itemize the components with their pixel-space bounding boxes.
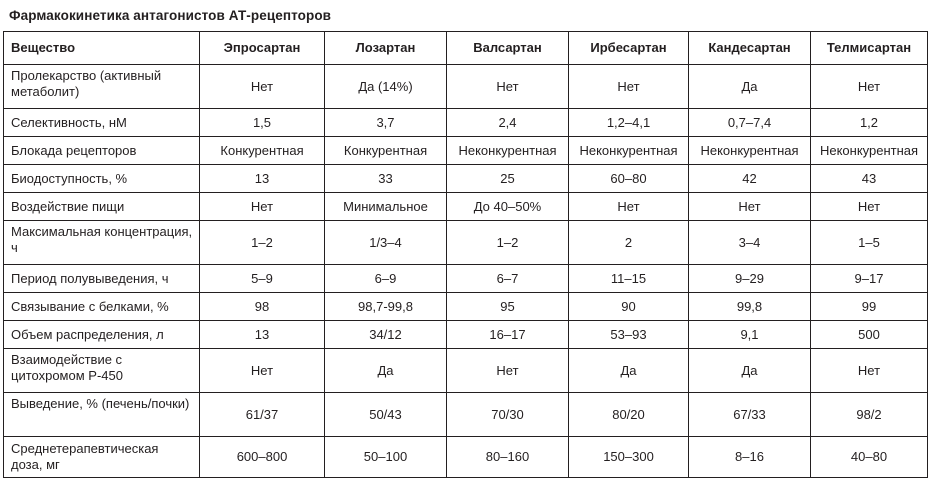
value-cell: 80/20 [569, 393, 689, 437]
value-cell: Да [689, 65, 811, 109]
value-cell: 98,7-99,8 [325, 293, 447, 321]
value-cell: 60–80 [569, 165, 689, 193]
value-cell: Да [569, 349, 689, 393]
value-cell: 0,7–7,4 [689, 109, 811, 137]
value-cell: 6–7 [447, 265, 569, 293]
value-cell: 33 [325, 165, 447, 193]
value-cell: 1–2 [447, 221, 569, 265]
value-cell: 42 [689, 165, 811, 193]
value-cell: Нет [689, 193, 811, 221]
value-cell: 90 [569, 293, 689, 321]
row-label-cell: Среднетерапевтическая доза, мг [4, 437, 200, 478]
value-cell: 9–17 [811, 265, 928, 293]
header-substance: Вещество [4, 32, 200, 65]
value-cell: 150–300 [569, 437, 689, 478]
value-cell: 53–93 [569, 321, 689, 349]
value-cell: 1–5 [811, 221, 928, 265]
value-cell: 40–80 [811, 437, 928, 478]
value-cell: 1–2 [200, 221, 325, 265]
value-cell: Неконкурентная [689, 137, 811, 165]
value-cell: 3,7 [325, 109, 447, 137]
value-cell: Да [689, 349, 811, 393]
table-row [4, 165, 928, 193]
value-cell: 6–9 [325, 265, 447, 293]
value-cell: 1,2 [811, 109, 928, 137]
row-label-cell: Период полувыведения, ч [4, 265, 200, 293]
value-cell: Конкурентная [200, 137, 325, 165]
value-cell: 8–16 [689, 437, 811, 478]
value-cell: 9–29 [689, 265, 811, 293]
value-cell: Нет [200, 65, 325, 109]
table-row [4, 265, 928, 293]
header-eprosartan: Эпросартан [200, 32, 325, 65]
row-label-cell: Воздействие пищи [4, 193, 200, 221]
row-label-cell: Выведение, % (печень/почки) [4, 393, 200, 437]
value-cell: 99,8 [689, 293, 811, 321]
value-cell: Нет [447, 349, 569, 393]
value-cell: 61/37 [200, 393, 325, 437]
value-cell: Нет [200, 193, 325, 221]
table-row [4, 437, 928, 478]
table-row [4, 193, 928, 221]
value-cell: Нет [811, 65, 928, 109]
value-cell: 70/30 [447, 393, 569, 437]
value-cell: Нет [447, 65, 569, 109]
value-cell: Нет [569, 193, 689, 221]
value-cell: 11–15 [569, 265, 689, 293]
header-valsartan: Валсартан [447, 32, 569, 65]
value-cell: 67/33 [689, 393, 811, 437]
table-title: Фармакокинетика антагонистов АТ-рецепторов [9, 8, 332, 23]
row-label-cell: Взаимодействие с цитохромом Р-450 [4, 349, 200, 393]
header-irbesartan: Ирбесартан [569, 32, 689, 65]
value-cell: Нет [811, 193, 928, 221]
value-cell: 1,5 [200, 109, 325, 137]
value-cell: Неконкурентная [569, 137, 689, 165]
row-label-cell: Максимальная концентрация, ч [4, 221, 200, 265]
value-cell: 9,1 [689, 321, 811, 349]
pharmacokinetics-table [3, 31, 928, 478]
table-row [4, 321, 928, 349]
value-cell: Нет [811, 349, 928, 393]
header-telmisartan: Телмисартан [811, 32, 928, 65]
value-cell: До 40–50% [447, 193, 569, 221]
value-cell: Да (14%) [325, 65, 447, 109]
value-cell: 500 [811, 321, 928, 349]
row-label-cell: Селективность, нМ [4, 109, 200, 137]
row-label-cell: Пролекарство (активный метаболит) [4, 65, 200, 109]
value-cell: Неконкурентная [811, 137, 928, 165]
value-cell: 80–160 [447, 437, 569, 478]
row-label-cell: Связывание с белками, % [4, 293, 200, 321]
value-cell: Нет [569, 65, 689, 109]
value-cell: Конкурентная [325, 137, 447, 165]
value-cell: 13 [200, 321, 325, 349]
value-cell: 5–9 [200, 265, 325, 293]
value-cell: 2,4 [447, 109, 569, 137]
table-header-row [4, 32, 928, 65]
value-cell: 25 [447, 165, 569, 193]
table-row [4, 137, 928, 165]
value-cell: 3–4 [689, 221, 811, 265]
value-cell: 98/2 [811, 393, 928, 437]
value-cell: Да [325, 349, 447, 393]
table-row [4, 349, 928, 393]
table-row [4, 109, 928, 137]
table-body [4, 65, 928, 478]
value-cell: 50/43 [325, 393, 447, 437]
row-label-cell: Биодоступность, % [4, 165, 200, 193]
table-row [4, 293, 928, 321]
value-cell: 95 [447, 293, 569, 321]
table-row [4, 393, 928, 437]
value-cell: 1,2–4,1 [569, 109, 689, 137]
header-losartan: Лозартан [325, 32, 447, 65]
value-cell: 98 [200, 293, 325, 321]
value-cell: Нет [200, 349, 325, 393]
value-cell: 16–17 [447, 321, 569, 349]
value-cell: 1/3–4 [325, 221, 447, 265]
table-row [4, 65, 928, 109]
value-cell: Минимальное [325, 193, 447, 221]
value-cell: 34/12 [325, 321, 447, 349]
value-cell: 600–800 [200, 437, 325, 478]
value-cell: 99 [811, 293, 928, 321]
row-label-cell: Блокада рецепторов [4, 137, 200, 165]
value-cell: Неконкурентная [447, 137, 569, 165]
value-cell: 50–100 [325, 437, 447, 478]
value-cell: 43 [811, 165, 928, 193]
header-candesartan: Кандесартан [689, 32, 811, 65]
value-cell: 2 [569, 221, 689, 265]
row-label-cell: Объем распределения, л [4, 321, 200, 349]
value-cell: 13 [200, 165, 325, 193]
table-row [4, 221, 928, 265]
